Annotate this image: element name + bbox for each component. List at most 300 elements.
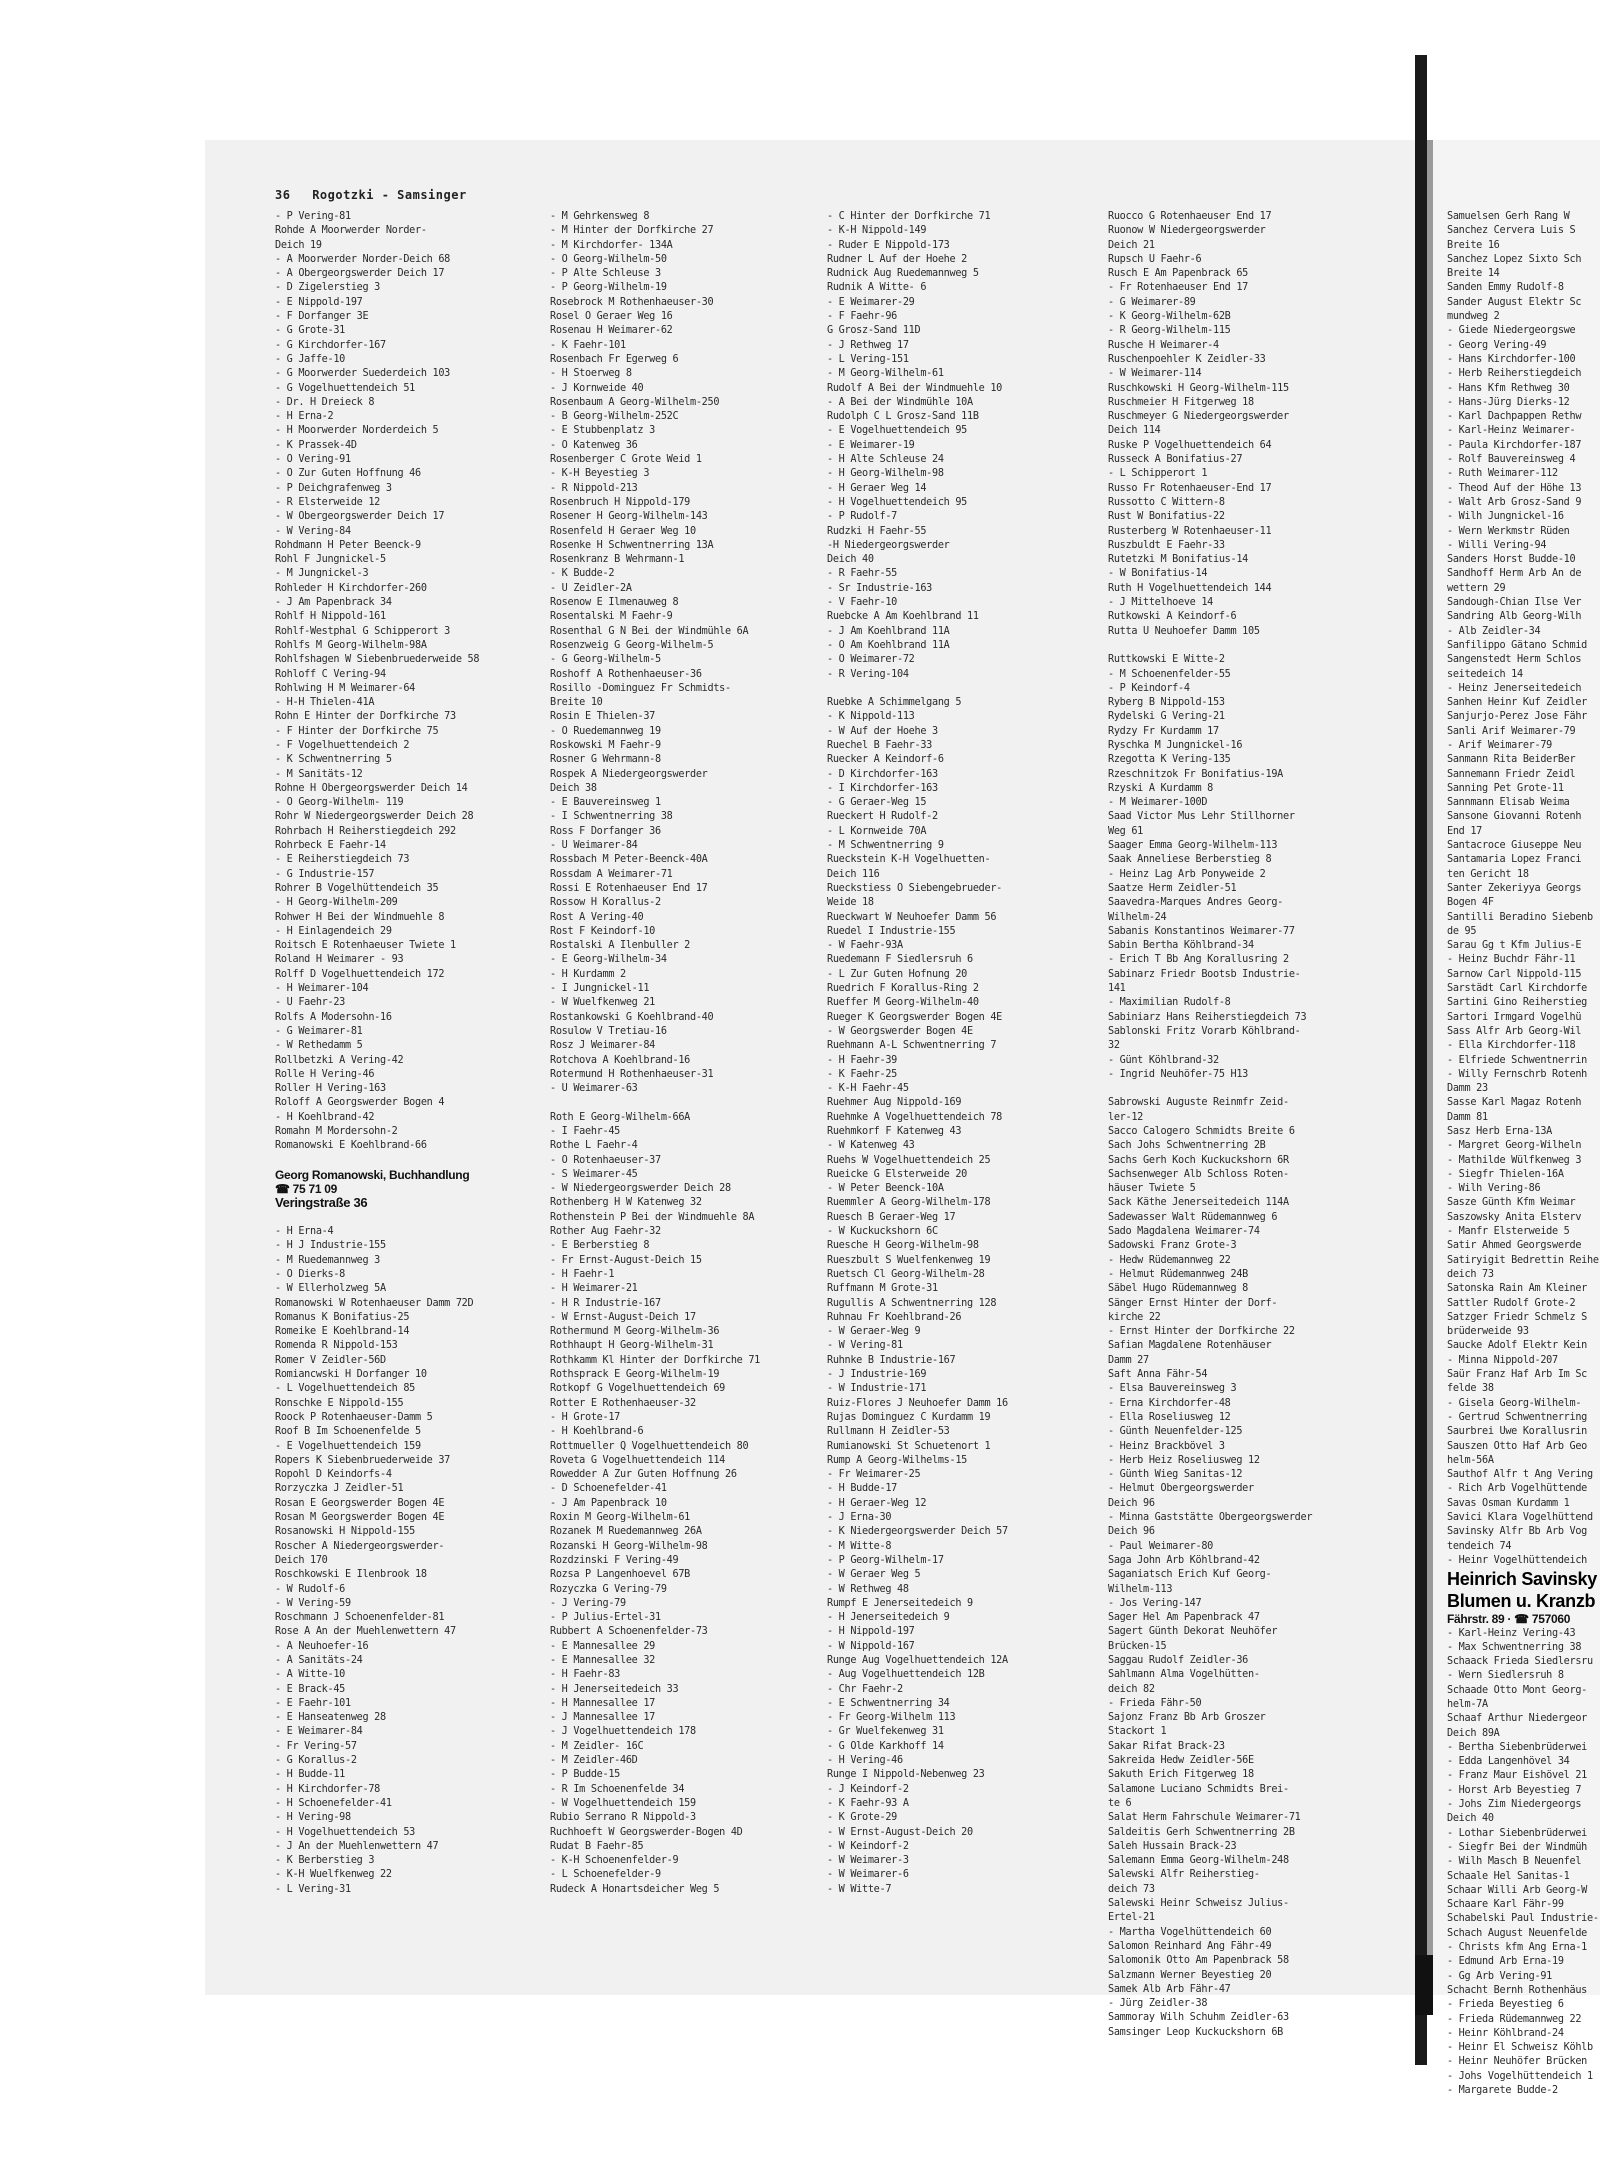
directory-entry: Rotkopf G Vogelhuettendeich 69 (550, 1383, 726, 1395)
directory-entry: Sass Alfr Arb Georg-Wil (1447, 1025, 1582, 1037)
directory-entry: Schaade Otto Mont Georg- (1447, 1684, 1588, 1696)
directory-entry: - J An der Muehlenwettern 47 (275, 1840, 439, 1852)
directory-entry: - L Kornweide 70A (827, 825, 927, 837)
directory-entry: - M Schwentnerring 9 (827, 840, 944, 852)
directory-entry: Deich 40 (1447, 1813, 1494, 1825)
directory-entry: - Heinr Köhlbrand-24 (1447, 2027, 1564, 2039)
directory-entry: - H Geraer-Weg 12 (827, 1497, 927, 1509)
directory-entry: - Heinr Vogelhüttendeich (1447, 1554, 1588, 1566)
directory-entry: Schaaf Arthur Niedergeor (1447, 1713, 1588, 1725)
directory-entry: 32 (1108, 1040, 1120, 1052)
directory-entry: - H Jenerseitedeich 9 (827, 1612, 950, 1624)
advertisement-line: Veringstraße 36 (275, 1196, 368, 1211)
directory-entry: - W Wuelfkenweg 21 (550, 997, 656, 1009)
directory-entry: - Heinz Buchdr Fähr-11 (1447, 954, 1576, 966)
directory-entry: - H Vering-98 (275, 1812, 351, 1824)
directory-entry: Rothsprack E Georg-Wilhelm-19 (550, 1369, 720, 1381)
directory-entry: - H Kurdamm 2 (550, 968, 626, 980)
directory-entry: Rowedder A Zur Guten Hoffnung 26 (550, 1469, 737, 1481)
directory-entry: - P Alte Schleuse 3 (550, 268, 661, 280)
directory-entry: Sannemann Friedr Zeidl (1447, 768, 1576, 780)
directory-entry: - Heinz Lag Arb Ponyweide 2 (1108, 868, 1266, 880)
directory-entry: Saft Anna Fähr-54 (1108, 1369, 1208, 1381)
directory-entry: Schaale Hel Sanitas-1 (1447, 1870, 1570, 1882)
directory-entry: Salomonik Otto Am Papenbrack 58 (1108, 1955, 1289, 1967)
directory-entry: Ruttkowski E Witte-2 (1108, 654, 1225, 666)
directory-entry: Satonska Rain Am Kleiner (1447, 1283, 1588, 1295)
directory-entry: - G Olde Karkhoff 14 (827, 1740, 944, 1752)
directory-entry: - E Weimarer-29 (827, 296, 915, 308)
directory-entry: Sauthof Alfr t Ang Vering (1447, 1469, 1593, 1481)
directory-entry: helm-56A (1447, 1454, 1494, 1466)
directory-entry: Rozsa P Langenhoevel 67B (550, 1569, 691, 1581)
directory-entry: Rostankowski G Koehlbrand-40 (550, 1011, 714, 1023)
directory-entry: - Johs Vogelhüttendeich 1 (1447, 2070, 1593, 2082)
directory-entry: Rugullis A Schwentnerring 128 (827, 1297, 997, 1309)
directory-entry: Rolfs A Modersohn-16 (275, 1011, 392, 1023)
directory-entry: - K-H Nippold-149 (827, 225, 927, 237)
directory-entry: Rosenzweig G Georg-Wilhelm-5 (550, 639, 714, 651)
running-head (275, 188, 467, 202)
directory-entry: - W Weimarer-3 (827, 1855, 909, 1867)
directory-entry: - Fr Vering-57 (275, 1740, 357, 1752)
directory-entry: - O Weimarer-72 (827, 654, 915, 666)
directory-entry: Rohr W Niedergeorgswerder Deich 28 (275, 811, 474, 823)
directory-entry: - Hedw Rüdemannweg 22 (1108, 1254, 1231, 1266)
directory-entry: Deich 114 (1108, 425, 1161, 437)
directory-entry: - Willy Fernschrb Rotenh (1447, 1068, 1588, 1080)
directory-entry: - M Schoenenfelder-55 (1108, 668, 1231, 680)
directory-entry: - Siegfr Bei der Windmüh (1447, 1841, 1588, 1853)
directory-entry: - A Neuhoefer-16 (275, 1640, 369, 1652)
directory-entry: - J Mittelhoeve 14 (1108, 597, 1214, 609)
directory-entry: Ryberg B Nippold-153 (1108, 697, 1225, 709)
directory-entry: helm-7A (1447, 1698, 1488, 1710)
directory-entry: - Alb Zeidler-34 (1447, 625, 1541, 637)
directory-entry: Deich 40 (827, 554, 874, 566)
directory-entry: - Edda Langenhövel 34 (1447, 1756, 1570, 1768)
directory-entry: - Elsa Bauvereinsweg 3 (1108, 1383, 1237, 1395)
directory-entry: Rzyski A Kurdamm 8 (1108, 782, 1214, 794)
directory-entry: Rumianowski St Schuetenort 1 (827, 1440, 991, 1452)
directory-entry: Rohrbach H Reiherstiegdeich 292 (275, 825, 456, 837)
directory-entry: Satiryigit Bedrettin Reihe (1447, 1254, 1599, 1266)
directory-entry: Rothkamm Kl Hinter der Dorfkirche 71 (550, 1354, 761, 1366)
directory-entry: ler-12 (1108, 1111, 1144, 1123)
directory-entry: Sanfilippo Gätano Schmid (1447, 639, 1588, 651)
directory-entry: - Helmut Rüdemannweg 24B (1108, 1268, 1249, 1280)
directory-entry: Sammoray Wilh Schuhm Zeidler-63 (1108, 2012, 1289, 2024)
directory-entry: - K Berberstieg 3 (275, 1855, 375, 1867)
directory-entry: Saatze Herm Zeidler-51 (1108, 882, 1237, 894)
directory-entry: - Fr Weimarer-25 (827, 1469, 921, 1481)
directory-entry: - Wilh Vering-86 (1447, 1183, 1541, 1195)
directory-entry: - Heinr Neuhöfer Brücken (1447, 2056, 1588, 2068)
directory-entry: Deich 116 (827, 868, 880, 880)
directory-entry: Rozanski H Georg-Wilhelm-98 (550, 1540, 708, 1552)
directory-entry: - J Industrie-169 (827, 1369, 927, 1381)
directory-entry: Rupsch U Faehr-6 (1108, 253, 1202, 265)
directory-entry: - Manfr Elsterweide 5 (1447, 1226, 1570, 1238)
directory-entry: Russo Fr Rotenhaeuser-End 17 (1108, 482, 1272, 494)
directory-entry: - H Koehlbrand-6 (550, 1426, 644, 1438)
directory-entry: Sattler Rudolf Grote-2 (1447, 1297, 1576, 1309)
directory-entry: - Erna Kirchdorfer-48 (1108, 1397, 1231, 1409)
directory-entry: Santamaria Lopez Franci (1447, 854, 1582, 866)
directory-entry: - M Ruedemannweg 3 (275, 1254, 381, 1266)
directory-entry: - J Kornweide 40 (550, 382, 644, 394)
directory-entry: - H Budde-17 (827, 1483, 898, 1495)
directory-entry: Roth E Georg-Wilhelm-66A (550, 1111, 691, 1123)
directory-entry (275, 1154, 540, 1168)
directory-entry: - G Vogelhuettendeich 51 (275, 382, 416, 394)
directory-entry: Ruehmkorf F Katenweg 43 (827, 1126, 962, 1137)
directory-entry: Sakar Rifat Brack-23 (1108, 1740, 1225, 1752)
directory-entry: kirche 22 (1108, 1311, 1161, 1323)
directory-entry: - M Kirchdorfer- 134A (550, 239, 673, 251)
directory-entry: - K Niedergeorgswerder Deich 57 (827, 1526, 1008, 1538)
directory-entry: - Frieda Beyestieg 6 (1447, 1999, 1564, 2011)
directory-entry: Rorzyczka J Zeidler-51 (275, 1483, 404, 1495)
directory-entry: Rozyczka G Vering-79 (550, 1583, 667, 1595)
directory-entry: - J Erna-30 (827, 1512, 892, 1524)
directory-entry: - M Gehrkensweg 8 (550, 211, 650, 222)
directory-entry: - W Peter Beenck-10A (827, 1183, 944, 1195)
directory-entry: Rueszbult S Wuelfenkenweg 19 (827, 1254, 991, 1266)
directory-entry: Ruecker A Keindorf-6 (827, 754, 944, 766)
directory-entry: Saak Anneliese Berberstieg 8 (1108, 854, 1272, 866)
directory-entry: - Heinr El Schweisz Köhlb (1447, 2042, 1593, 2054)
directory-entry: - H Jenerseitedeich 33 (550, 1683, 679, 1695)
directory-entry: - P Budde-15 (550, 1769, 621, 1781)
directory-entry: Deich 96 (1108, 1526, 1155, 1538)
directory-entry: Sanmann Rita BeiderBer (1447, 754, 1576, 766)
directory-entry: - P Rudolf-7 (827, 511, 898, 523)
directory-entry: Ruschenpoehler K Zeidler-33 (1108, 353, 1266, 365)
directory-entry: Saldeitis Gerh Schwentnerring 2B (1108, 1826, 1295, 1838)
directory-entry: - R Nippold-213 (550, 482, 638, 494)
directory-entry: - H Erna-2 (275, 411, 334, 423)
directory-entry: - K Faehr-25 (827, 1068, 898, 1080)
directory-entry: - P Keindorf-4 (1108, 682, 1190, 694)
directory-entry: - H Moorwerder Norderdeich 5 (275, 425, 439, 437)
directory-entry: Schaare Karl Fähr-99 (1447, 1899, 1564, 1911)
directory-entry: - H Geraer Weg 14 (827, 482, 927, 494)
directory-entry: Sarstädt Carl Kirchdorfe (1447, 983, 1588, 995)
directory-entry: - O Am Koehlbrand 11A (827, 639, 950, 651)
directory-entry: - M Jungnickel-3 (275, 568, 369, 580)
directory-entry: - D Kirchdorfer-163 (827, 768, 938, 780)
directory-entry: Rohwer H Bei der Windmuehle 8 (275, 911, 445, 923)
directory-entry: - P Georg-Wilhelm-17 (827, 1554, 944, 1566)
directory-entry: Rueckert H Rudolf-2 (827, 811, 938, 823)
directory-entry: - Gertrud Schwentnerring (1447, 1411, 1588, 1423)
directory-entry: te 6 (1108, 1797, 1132, 1809)
column-1 (275, 210, 540, 1897)
directory-entry: Rohl F Jungnickel-5 (275, 554, 386, 566)
advertisement-line: Fährstr. 89 · ☎ 757060 (1447, 1612, 1571, 1627)
directory-entry: Deich 19 (275, 239, 322, 251)
directory-entry: - L Schipperort 1 (1108, 468, 1208, 480)
directory-entry: - Rich Arb Vogelhüttende (1447, 1483, 1588, 1495)
directory-entry: Schach August Neuenfelde (1447, 1927, 1588, 1939)
directory-entry: - Ernst Hinter der Dorfkirche 22 (1108, 1326, 1295, 1338)
directory-entry: Sangenstedt Herm Schlos (1447, 654, 1582, 666)
directory-entry: - O Georg-Wilhelm-50 (550, 253, 667, 265)
directory-entry: - Ella Kirchdorfer-118 (1447, 1040, 1576, 1052)
directory-entry: Rutkowski A Keindorf-6 (1108, 611, 1237, 623)
directory-entry: deich 73 (1447, 1268, 1494, 1280)
directory-entry: Brücken-15 (1108, 1640, 1167, 1652)
directory-entry: Sasz Herb Erna-13A (1447, 1126, 1553, 1137)
directory-entry: - W Bonifatius-14 (1108, 568, 1208, 580)
directory-entry: Rosentalski M Faehr-9 (550, 611, 673, 623)
directory-entry: Schacht Bernh Rothenhäus (1447, 1984, 1588, 1996)
directory-entry: Ruth H Vogelhuettendeich 144 (1108, 582, 1272, 594)
directory-entry: Rohlf-Westphal G Schipperort 3 (275, 625, 451, 637)
directory-entry: - P Georg-Wilhelm-19 (550, 282, 667, 294)
directory-entry: Ruebke A Schimmelgang 5 (827, 697, 962, 709)
directory-entry: - W Geraer-Weg 9 (827, 1326, 921, 1338)
directory-entry: Salamone Luciano Schmidts Brei- (1108, 1783, 1289, 1795)
directory-entry: Ruske P Vogelhuettendeich 64 (1108, 439, 1272, 451)
directory-entry: - O Katenweg 36 (550, 439, 638, 451)
directory-entry: - K Budde-2 (550, 568, 615, 580)
directory-entry: - R Georg-Wilhelm-115 (1108, 325, 1231, 337)
directory-entry: Rohn E Hinter der Dorfkirche 73 (275, 711, 456, 723)
directory-entry: - U Faehr-23 (275, 997, 346, 1009)
directory-entry: - A Sanitäts-24 (275, 1654, 363, 1666)
directory-entry: - Mathilde Wülfkenweg 3 (1447, 1154, 1582, 1166)
directory-entry: Saad Victor Mus Lehr Stillhorner (1108, 811, 1295, 823)
directory-entry: - Herb Heiz Roseliusweg 12 (1108, 1454, 1260, 1466)
directory-entry: - K Faehr-93 A (827, 1797, 909, 1809)
directory-entry: - G Georg-Wilhelm-5 (550, 654, 661, 666)
directory-entry: Rzeschnitzok Fr Bonifatius-19A (1108, 768, 1284, 780)
directory-entry: Ertel-21 (1108, 1912, 1155, 1924)
directory-entry: - I Schwentnerring 38 (550, 811, 673, 823)
directory-entry: Rohleder H Kirchdorfer-260 (275, 582, 427, 594)
directory-entry: - A Bei der Windmühle 10A (827, 396, 973, 408)
directory-entry: - K Georg-Wilhelm-62B (1108, 311, 1231, 323)
directory-entry: mundweg 2 (1447, 311, 1500, 323)
directory-entry: Rossdam A Weimarer-71 (550, 868, 673, 880)
directory-entry: - Wilh Jungnickel-16 (1447, 511, 1564, 523)
directory-entry: Rohlfs M Georg-Wilhelm-98A (275, 639, 427, 651)
directory-entry: Rosanowski H Nippold-155 (275, 1526, 416, 1538)
directory-entry: Saga John Arb Köhlbrand-42 (1108, 1554, 1260, 1566)
directory-entry: Sanchez Lopez Sixto Sch (1447, 253, 1582, 265)
directory-entry: - A Obergeorgswerder Deich 17 (275, 268, 445, 280)
directory-entry: Rueffer M Georg-Wilhelm-40 (827, 997, 979, 1009)
directory-entry: - W Keindorf-2 (827, 1840, 909, 1852)
directory-entry: - H Alte Schleuse 24 (827, 454, 944, 466)
directory-entry: - W Rethedamm 5 (275, 1040, 363, 1052)
directory-entry: Rudner L Auf der Hoehe 2 (827, 253, 968, 265)
directory-entry: Roxin M Georg-Wilhelm-61 (550, 1512, 691, 1524)
directory-entry: häuser Twiete 5 (1108, 1183, 1196, 1195)
directory-entry: - H Kirchdorfer-78 (275, 1783, 381, 1795)
directory-entry: Ruehmer Aug Nippold-169 (827, 1097, 962, 1109)
directory-entry: - J Am Papenbrack 34 (275, 597, 392, 609)
directory-entry: Rothenstein P Bei der Windmuehle 8A (550, 1211, 755, 1223)
directory-entry: Rosener H Georg-Wilhelm-143 (550, 511, 708, 523)
directory-entry: - E Schwentnerring 34 (827, 1697, 950, 1709)
directory-entry: Salemann Emma Georg-Wilhelm-248 (1108, 1855, 1289, 1867)
directory-entry: - H Grote-17 (550, 1411, 621, 1423)
directory-entry: Ross F Dorfanger 36 (550, 825, 661, 837)
directory-entry: - W Ernst-August-Deich 17 (550, 1311, 696, 1323)
directory-entry: - H Georg-Wilhelm-98 (827, 468, 944, 480)
directory-entry: - E Vogelhuettendeich 95 (827, 425, 968, 437)
directory-entry: Sänger Ernst Hinter der Dorf- (1108, 1297, 1278, 1309)
directory-entry: Runge Aug Vogelhuettendeich 12A (827, 1654, 1008, 1666)
directory-entry: Ropohl D Keindorfs-4 (275, 1469, 392, 1481)
directory-entry: Sartini Gino Reiherstieg (1447, 997, 1588, 1009)
directory-entry: Sablonski Fritz Vorarb Köhlbrand- (1108, 1025, 1301, 1037)
directory-entry: - F Vogelhuettendeich 2 (275, 739, 410, 751)
directory-entry: - Aug Vogelhuettendeich 12B (827, 1669, 985, 1681)
directory-entry: - G Kirchdorfer-167 (275, 339, 386, 351)
directory-entry: Rosenbruch H Nippold-179 (550, 496, 691, 508)
directory-entry: - G Weimarer-89 (1108, 296, 1196, 308)
directory-entry: - G Industrie-157 (275, 868, 375, 880)
directory-entry: Sakuth Erich Fitgerweg 18 (1108, 1769, 1254, 1781)
directory-entry: - R Im Schoenenfelde 34 (550, 1783, 685, 1795)
directory-entry: Roshoff A Rothenhaeuser-36 (550, 668, 702, 680)
directory-entry: Rudolf A Bei der Windmuehle 10 (827, 382, 1003, 394)
directory-entry: Deich 38 (550, 782, 597, 794)
directory-entry: - Lothar Siebenbrüderwei (1447, 1827, 1588, 1839)
directory-entry: Sauszen Otto Haf Arb Geo (1447, 1440, 1588, 1452)
directory-entry: Rosebrock M Rothenhaeuser-30 (550, 296, 714, 308)
directory-entry: Sartori Irmgard Vogelhü (1447, 1011, 1582, 1023)
directory-entry: Ruesch B Geraer-Weg 17 (827, 1211, 956, 1223)
directory-entry: Wilhelm-113 (1108, 1583, 1173, 1595)
directory-entry: Sasze Günth Kfm Weimar (1447, 1197, 1576, 1209)
directory-entry: Saucke Adolf Elektr Kein (1447, 1340, 1588, 1352)
directory-entry: Rueicke G Elsterweide 20 (827, 1168, 968, 1180)
directory-entry: Roschmann J Schoenenfelder-81 (275, 1612, 445, 1624)
directory-entry: - V Faehr-10 (827, 597, 898, 609)
directory-entry: - Heinz Brackbövel 3 (1108, 1440, 1225, 1452)
directory-entry: - Paul Weimarer-80 (1108, 1540, 1214, 1552)
directory-entry: Sajonz Franz Bb Arb Groszer (1108, 1712, 1266, 1724)
directory-entry: - W Vering-84 (275, 525, 351, 537)
directory-entry: Rueger K Georgswerder Bogen 4E (827, 1011, 1003, 1023)
directory-entry: - R Vering-104 (827, 668, 909, 680)
directory-entry: Sadewasser Walt Rüdemannweg 6 (1108, 1211, 1278, 1223)
directory-entry: Rose A An der Muehlenwettern 47 (275, 1626, 456, 1638)
directory-entry: Roschkowski E Ilenbrook 18 (275, 1569, 427, 1581)
directory-entry: seitedeich 14 (1447, 668, 1523, 680)
directory-entry: Rueckstein K-H Vogelhuetten- (827, 854, 991, 866)
directory-entry: - Martha Vogelhüttendeich 60 (1108, 1926, 1272, 1938)
directory-entry: Santacroce Giuseppe Neu (1447, 840, 1582, 852)
directory-entry: - H Weimarer-104 (275, 983, 369, 995)
directory-entry: Rosenbaum A Georg-Wilhelm-250 (550, 396, 720, 408)
directory-entry: - I Faehr-45 (550, 1126, 621, 1137)
directory-entry: - Walt Arb Grosz-Sand 9 (1447, 496, 1582, 508)
directory-entry: - R Elsterweide 12 (275, 496, 381, 508)
directory-entry: - J Vogelhuettendeich 178 (550, 1726, 696, 1738)
directory-entry: Rosner G Wehrmann-8 (550, 754, 661, 766)
directory-entry: Schaack Frieda Siedlersru (1447, 1656, 1593, 1668)
directory-entry: Rosenkranz B Wehrmann-1 (550, 554, 685, 566)
binding-shadow (1415, 55, 1427, 2065)
directory-entry (1108, 639, 1408, 653)
directory-entry: - Fr Ernst-August-Deich 15 (550, 1254, 702, 1266)
directory-entry: - Elfriede Schwentnerrin (1447, 1054, 1588, 1066)
directory-entry: Saganiatsch Erich Kuf Georg- (1108, 1569, 1272, 1581)
directory-entry: - P Julius-Ertel-31 (550, 1612, 661, 1624)
directory-entry: Sachsenweger Alb Schloss Roten- (1108, 1168, 1289, 1180)
directory-entry: Sado Magdalena Weimarer-74 (1108, 1226, 1260, 1238)
directory-entry: Rotchova A Koehlbrand-16 (550, 1054, 691, 1066)
binding-gutter (1427, 140, 1433, 1995)
directory-entry: Rydzy Fr Kurdamm 17 (1108, 725, 1219, 737)
directory-entry: Sanjurjo-Perez Jose Fähr (1447, 711, 1588, 723)
directory-entry: - Wern Siedlersruh 8 (1447, 1670, 1564, 1682)
directory-entry: - A Moorwerder Norder-Deich 68 (275, 253, 451, 265)
directory-entry: - H Faehr-39 (827, 1054, 898, 1066)
page-title: Rogotzki - Samsinger (312, 188, 467, 202)
directory-entry: Savinsky Alfr Bb Arb Vog (1447, 1526, 1588, 1538)
directory-entry: - H Schoenefelder-41 (275, 1797, 392, 1809)
directory-entry: Saavedra-Marques Andres Georg- (1108, 897, 1284, 909)
directory-entry: Sakreida Hedw Zeidler-56E (1108, 1755, 1254, 1767)
directory-entry: - M Hinter der Dorfkirche 27 (550, 225, 714, 237)
directory-entry: - E Faehr-101 (275, 1697, 351, 1709)
directory-entry: brüderweide 93 (1447, 1326, 1529, 1338)
directory-entry: - Herb Reiherstiegdeich (1447, 368, 1582, 380)
directory-entry: Rust W Bonifatius-22 (1108, 511, 1225, 523)
directory-entry: Sachs Gerh Koch Kuckuckshorn 6R (1108, 1154, 1289, 1166)
directory-entry: - Karl-Heinz Weimarer- (1447, 425, 1576, 437)
directory-entry: - Karl-Heinz Vering-43 (1447, 1627, 1576, 1639)
directory-entry: - K-H Faehr-45 (827, 1083, 909, 1095)
directory-entry: Sack Käthe Jenerseitedeich 114A (1108, 1197, 1289, 1209)
directory-entry: Rudeck A Honartsdeicher Weg 5 (550, 1883, 720, 1895)
directory-entry: - Arif Weimarer-79 (1447, 739, 1553, 751)
directory-entry: - G Jaffe-10 (275, 353, 346, 365)
directory-entry: - K Nippold-113 (827, 711, 915, 723)
directory-entry: - E Bauvereinsweg 1 (550, 797, 661, 809)
column-2 (550, 210, 815, 1897)
directory-entry: - G Korallus-2 (275, 1755, 357, 1767)
directory-entry: Rusche H Weimarer-4 (1108, 339, 1219, 351)
directory-entry: - F Faehr-96 (827, 311, 898, 323)
directory-entry: Ruschkowski H Georg-Wilhelm-115 (1108, 382, 1289, 394)
directory-entry: Rollbetzki A Vering-42 (275, 1054, 404, 1066)
directory-entry: - C Hinter der Dorfkirche 71 (827, 211, 991, 222)
directory-entry: Rubio Serrano R Nippold-3 (550, 1812, 696, 1824)
directory-entry: - H Vogelhuettendeich 95 (827, 496, 968, 508)
directory-entry: - W Witte-7 (827, 1883, 892, 1895)
binding-tear (1415, 1955, 1433, 2015)
directory-entry: - D Schoenefelder-41 (550, 1483, 667, 1495)
directory-entry: Rosillo -Dominguez Fr Schmidts- (550, 682, 731, 694)
directory-entry (275, 1211, 540, 1225)
advertisement-line: ☎ 75 71 09 (275, 1182, 337, 1197)
directory-entry: Santer Zekeriyya Georgs (1447, 882, 1582, 894)
directory-entry: - H J Industrie-155 (275, 1240, 386, 1252)
directory-entry: Ruemmler A Georg-Wilhelm-178 (827, 1197, 991, 1209)
directory-entry: - Wern Werkmstr Rüden (1447, 525, 1570, 537)
directory-entry: - Margret Georg-Wilheln (1447, 1140, 1582, 1152)
directory-entry: Rosenberger C Grote Weid 1 (550, 454, 702, 466)
directory-entry: Ruebcke A Am Koehlbrand 11 (827, 611, 979, 623)
